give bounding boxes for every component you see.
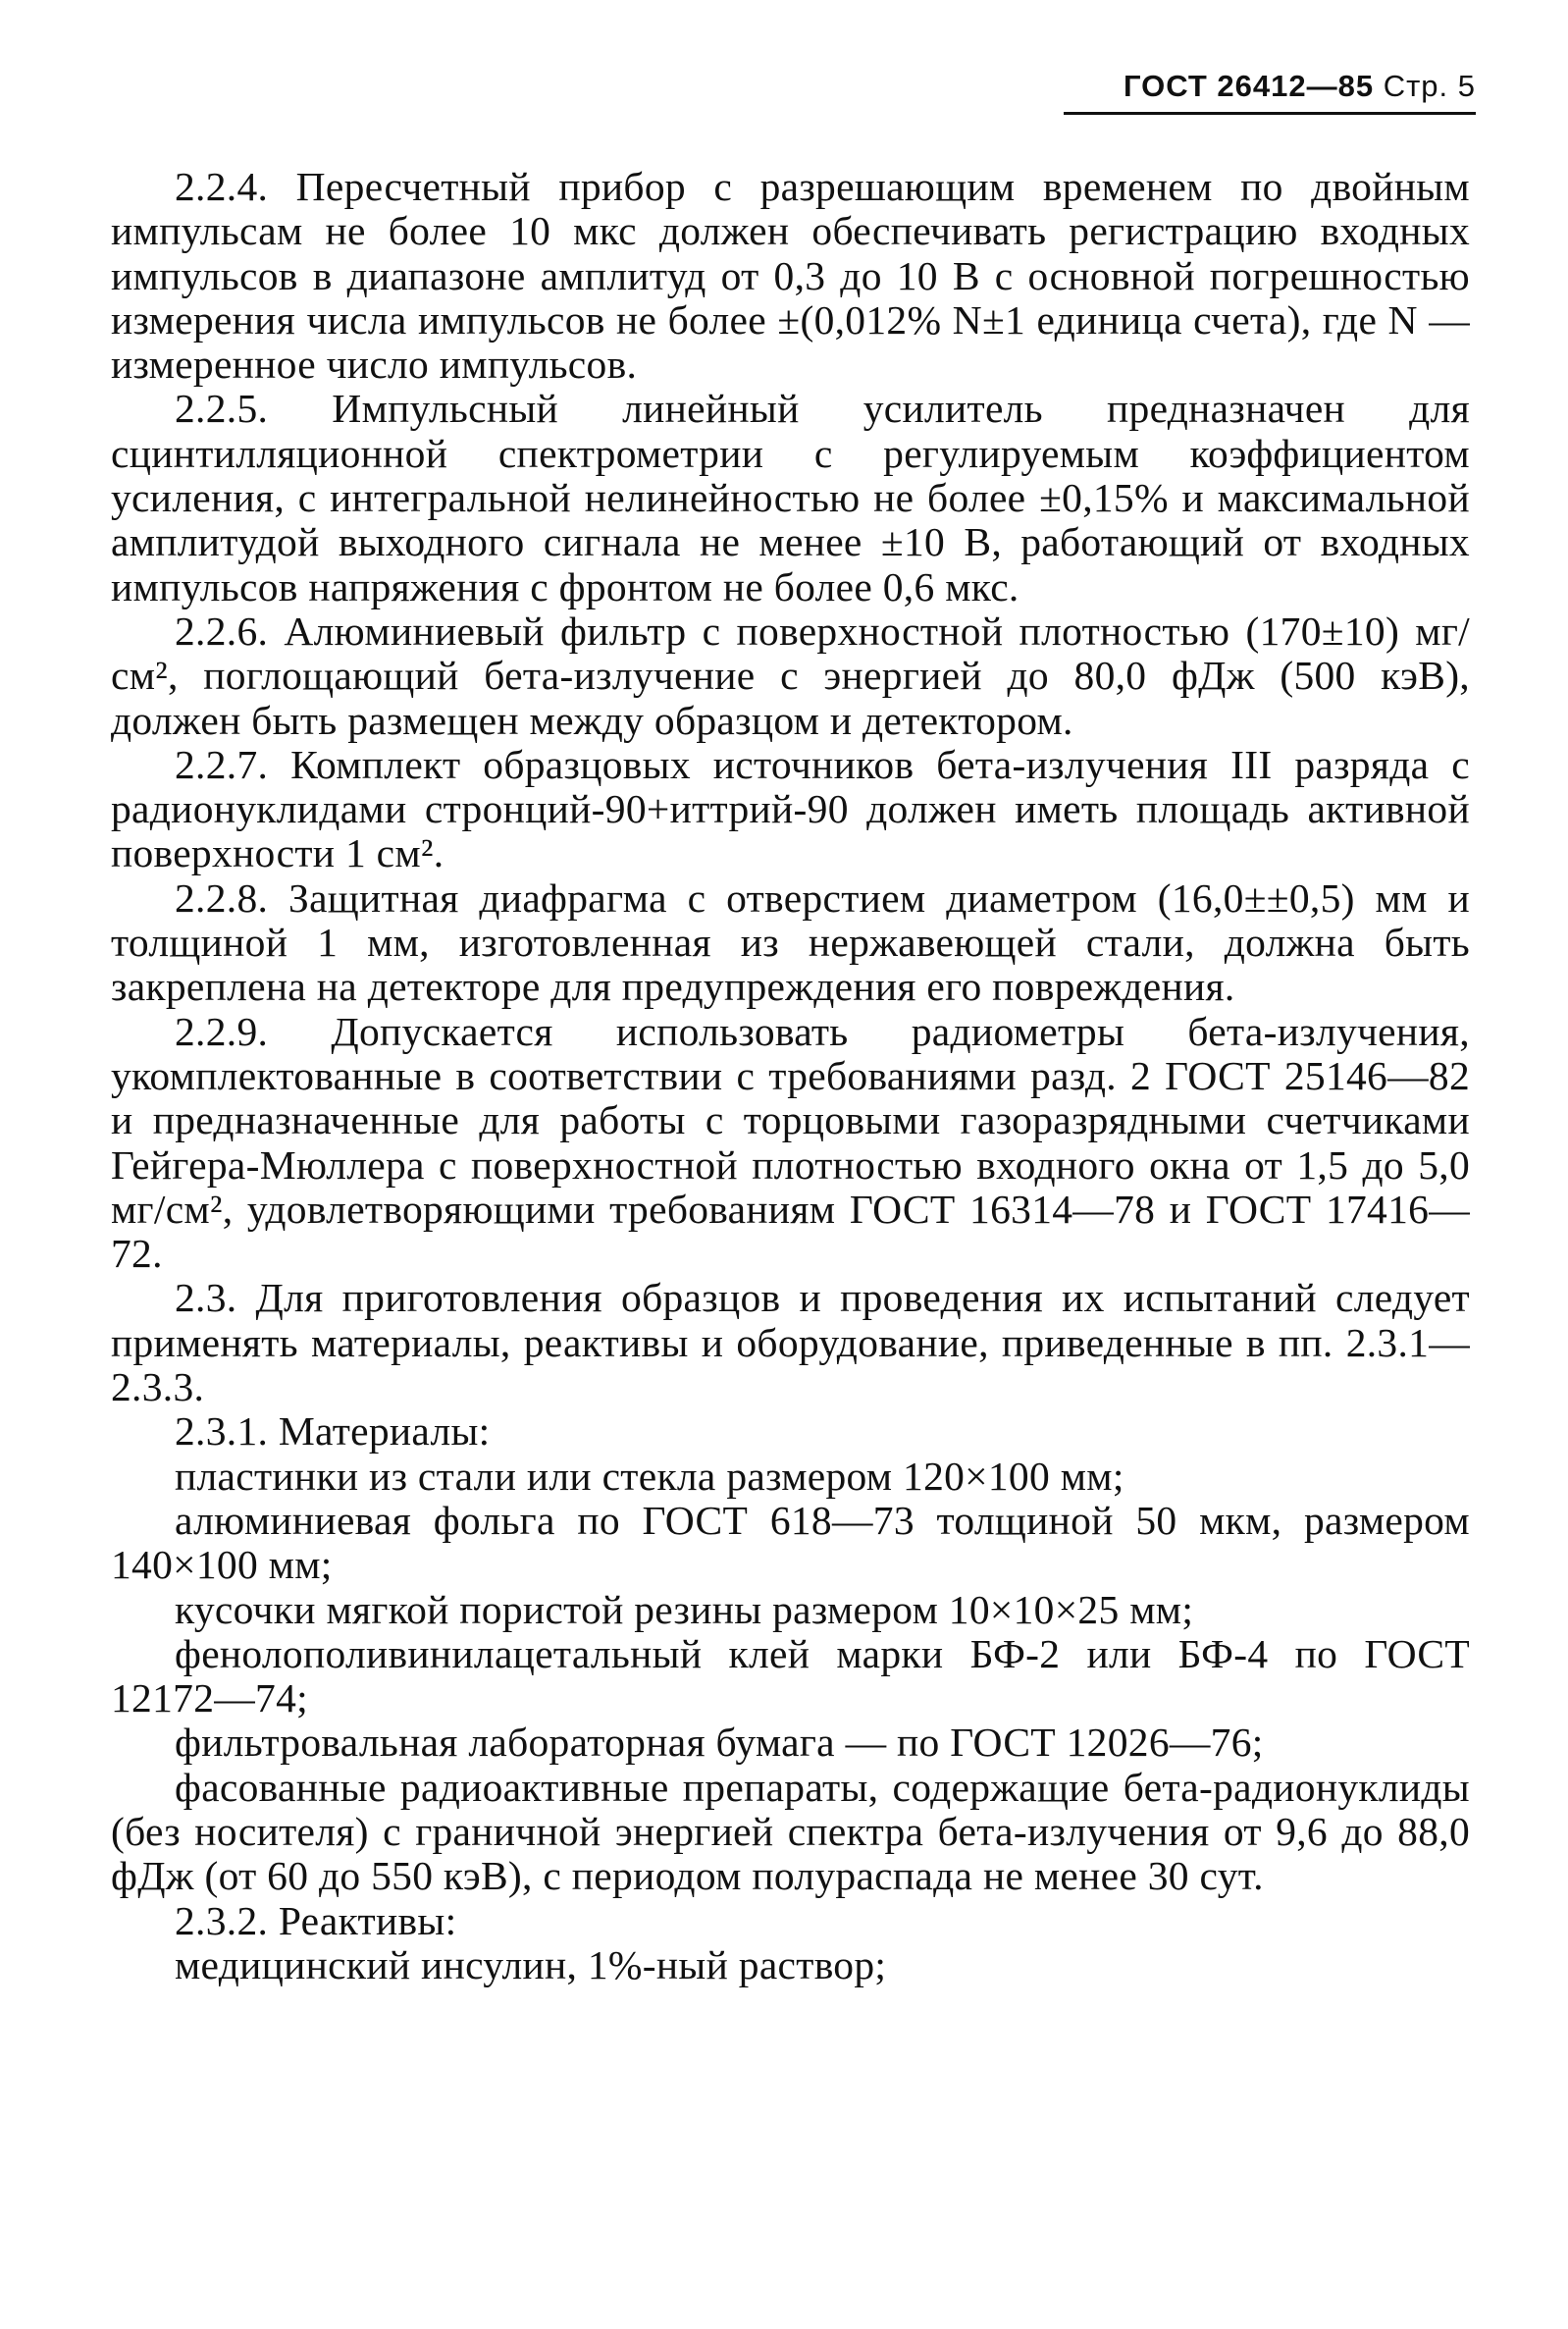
document-body (111, 165, 1470, 1987)
list-item: пластинки из стали или стекла размером 120×100 мм; (175, 1453, 1124, 1499)
paragraph-2-2-8: 2.2.8. Защитная диафрагма с отверстием диаметром (16,0±±0,5) мм и толщиной 1 мм, изготовленная из нержавеющей стали, должна быть закреплена на детекторе для предупреждения его повреждения. (111, 874, 1470, 1010)
list-item: алюминиевая фольга по ГОСТ 618—73 толщиной 50 мкм, размером 140×100 мм; (111, 1497, 1470, 1588)
list-item: фасованные радиоактивные препараты, содержащие бета-радионуклиды (без носителя) с граничной энергией спектра бета-излучения от 9,6 до 88,0 фДж (от 60 до 550 кэВ), с периодом полураспада не менее 30 сут. (111, 1764, 1470, 1899)
list-item: фенолополивинилацетальный клей марки БФ-2 или БФ-4 по ГОСТ 12172—74; (111, 1630, 1470, 1721)
paragraph-2-2-5: 2.2.5. Импульсный линейный усилитель предназначен для сцинтилляционной спектрометрии с регулируемым коэффициентом усиления, с интегральной нелинейностью не более ±0,15% и максимальной амплитудой выходного сигнала не менее ±10 В, работающий от входных импульсов напряжения с фронтом не более 0,6 мкс. (111, 386, 1470, 609)
page-header (1064, 69, 1476, 115)
list-item: медицинский инсулин, 1%-ный раствор; (175, 1941, 887, 1987)
paragraph-2-2-4: 2.2.4. Пересчетный прибор с разрешающим временем по двойным импульсам не более 10 мкс должен обеспечивать регистрацию входных импульсов в диапазоне амплитуд от 0,3 до 10 В с основной погрешностью измерения числа импульсов не более ±(0,012% N±1 единица счета), где N — измеренное число импульсов. (111, 164, 1470, 388)
page-number: Стр. 5 (1383, 69, 1476, 103)
heading-2-3-2-reagents: 2.3.2. Реактивы: (175, 1897, 457, 1943)
paragraph-2-2-9: 2.2.9. Допускается использовать радиометры бета-излучения, укомплектованные в соответствии с требованиями разд. 2 ГОСТ 25146—82 и предназначенные для работы с торцовыми газоразрядными счетчиками Гейгера-Мюллера с поверхностной плотностью входного окна от 1,5 до 5,0 мг/см², удовлетворяющими требованиям ГОСТ 16314—78 и ГОСТ 17416—72. (111, 1008, 1470, 1277)
standard-number: ГОСТ 26412—85 (1123, 69, 1375, 103)
list-item: фильтровальная лабораторная бумага — по ГОСТ 12026—76; (175, 1720, 1264, 1766)
paragraph-2-2-7: 2.2.7. Комплект образцовых источников бета-излучения III разряда с радионуклидами стронций-90+иттрий-90 должен иметь площадь активной поверхности 1 см². (111, 741, 1470, 876)
heading-2-3-1-materials: 2.3.1. Материалы: (175, 1408, 491, 1455)
paragraph-2-3: 2.3. Для приготовления образцов и проведения их испытаний следует применять материалы, реактивы и оборудование, приведенные в пп. 2.3.1—2.3.3. (111, 1275, 1470, 1410)
paragraph-2-2-6: 2.2.6. Алюминиевый фильтр с поверхностной плотностью (170±10) мг/см², поглощающий бета-излучение с энергией до 80,0 фДж (500 кэВ), должен быть размещен между образцом и детектором. (111, 608, 1470, 743)
list-item: кусочки мягкой пористой резины размером 10×10×25 мм; (175, 1586, 1194, 1632)
